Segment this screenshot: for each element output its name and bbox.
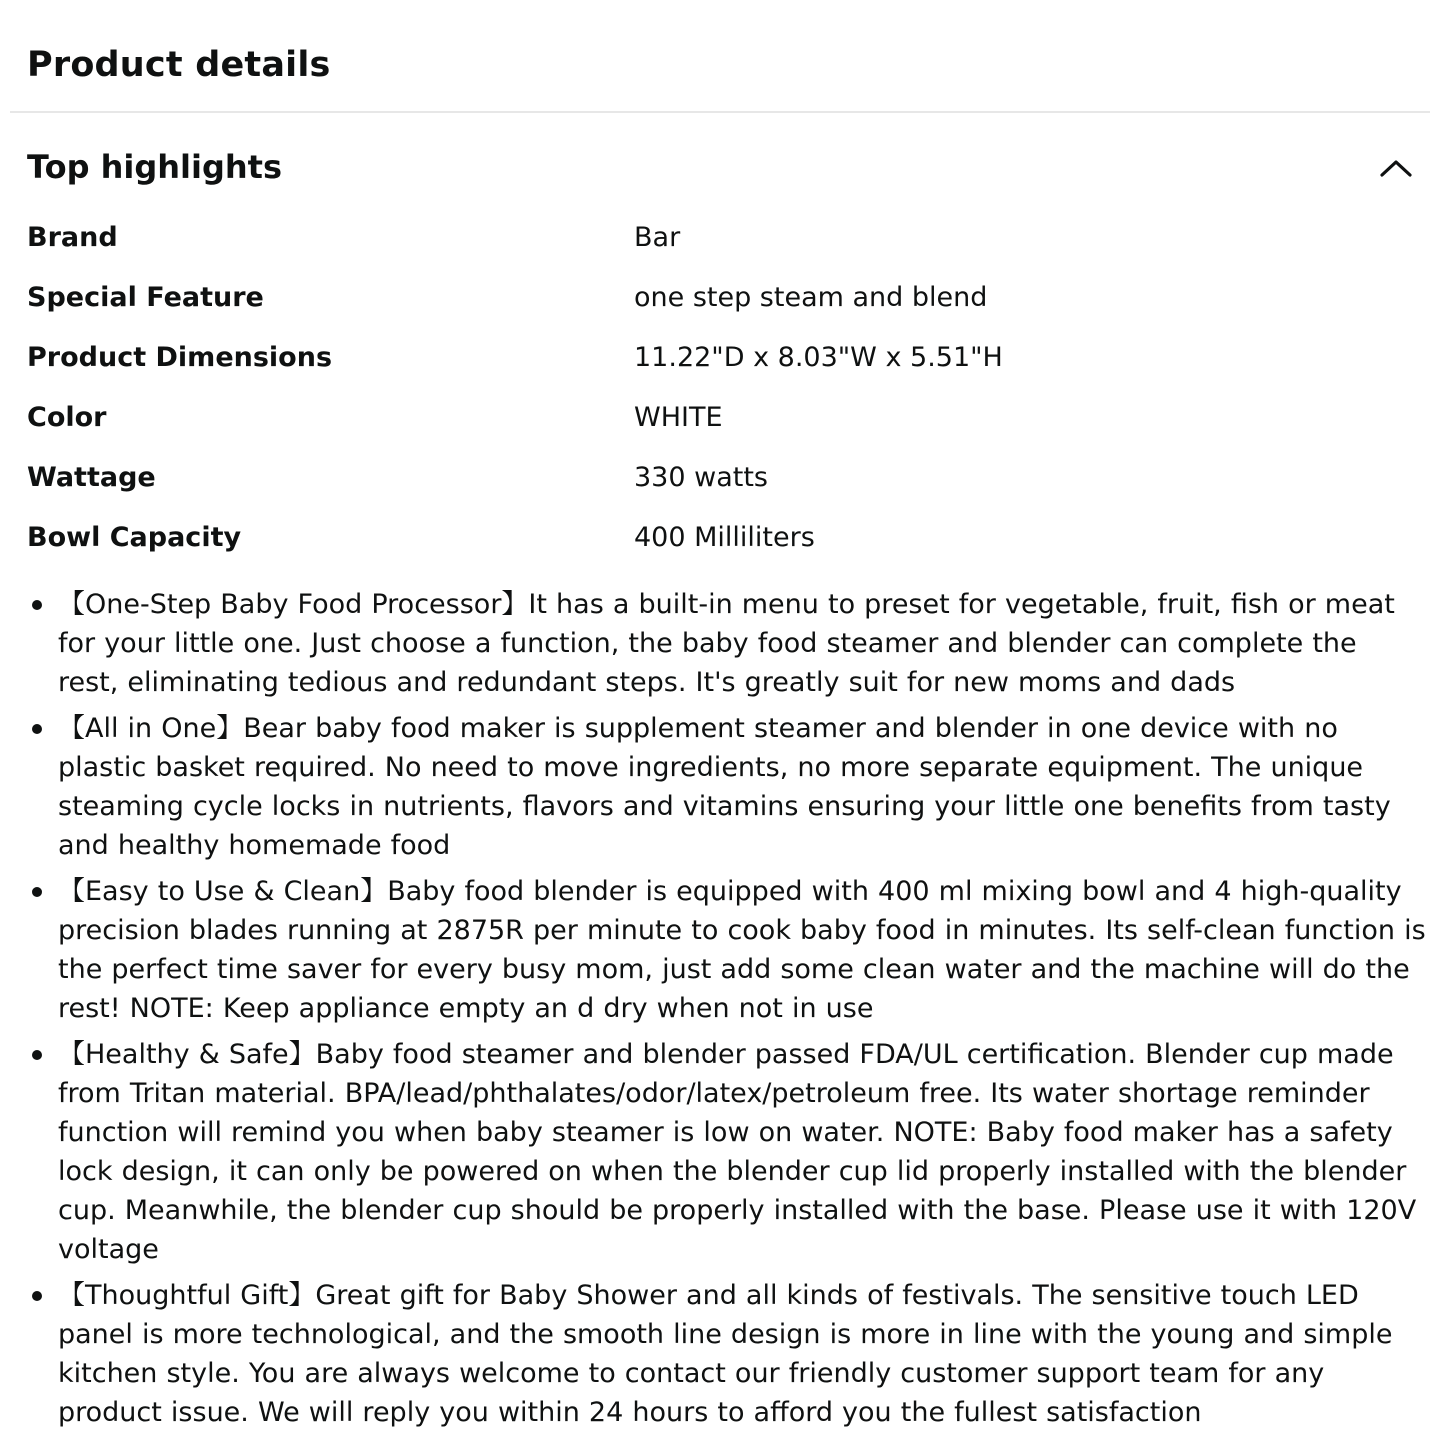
feature-bullet-text: 【Healthy & Safe】Baby food steamer and blender passed FDA/UL certification. Blender cup made from Tritan material. BPA/lead/phthalates/odor/latex/petroleum free. Its water shortage reminder function will remind you when baby steamer is low on water. NOTE: Baby food maker has a safety lock design, it can only be powered on when the blender cup lid properly installed with the blender cup. Meanwhile, the blender cup should be properly installed with the base. Please use it with 120V voltage <box>58 1039 1417 1265</box>
bullet-dot <box>32 724 42 734</box>
spec-label: Wattage <box>27 462 156 493</box>
spec-value: Bar <box>634 222 681 253</box>
feature-bullet <box>0 1276 1440 1432</box>
feature-bullet-text: 【All in One】Bear baby food maker is supplement steamer and blender in one device with no plastic basket required. No need to move ingredients, no more separate equipment. The unique steaming cycle locks in nutrients, flavors and vitamins ensuring your little one benefits from tasty and healthy homemade food <box>58 713 1391 861</box>
spec-value: WHITE <box>634 402 723 433</box>
feature-bullet-text: 【Thoughtful Gift】Great gift for Baby Shower and all kinds of festivals. The sensitive touch LED panel is more technological, and the smooth line design is more in line with the young and simple kitchen style. You are always welcome to contact our friendly customer support team for any product issue. We will reply you within 24 hours to afford you the fullest satisfaction <box>58 1280 1393 1428</box>
bullet-dot <box>32 600 42 610</box>
feature-bullet-text: 【Easy to Use & Clean】Baby food blender is equipped with 400 ml mixing bowl and 4 high-quality precision blades running at 2875R per minute to cook baby food in minutes. Its self-clean function is the perfect time saver for every busy mom, just add some clean water and the machine will do the rest! NOTE: Keep appliance empty an d dry when not in use <box>58 876 1426 1024</box>
chevron-up-icon <box>1379 158 1413 178</box>
spec-table <box>27 208 1417 568</box>
feature-bullet <box>0 709 1440 865</box>
spec-row-wattage <box>27 448 1417 508</box>
spec-value: 330 watts <box>634 462 768 493</box>
spec-value: one step steam and blend <box>634 282 988 313</box>
spec-row-color <box>27 388 1417 448</box>
spec-label: Brand <box>27 222 118 253</box>
spec-row-bowl-capacity <box>27 508 1417 568</box>
spec-label: Bowl Capacity <box>27 522 242 553</box>
feature-bullet <box>0 1035 1440 1269</box>
spec-row-brand <box>27 208 1417 268</box>
spec-value: 11.22"D x 8.03"W x 5.51"H <box>634 342 1003 373</box>
spec-label: Special Feature <box>27 282 264 313</box>
feature-bullet <box>0 585 1440 702</box>
spec-row-special-feature <box>27 268 1417 328</box>
feature-bullet-list <box>0 585 1440 1439</box>
section-divider <box>10 111 1430 113</box>
bullet-dot <box>32 1050 42 1060</box>
spec-label: Product Dimensions <box>27 342 333 373</box>
page-title: Product details <box>27 45 331 85</box>
spec-label: Color <box>27 402 107 433</box>
feature-bullet-text: 【One-Step Baby Food Processor】It has a built-in menu to preset for vegetable, fruit, fish or meat for your little one. Just choose a function, the baby food steamer and blender can complete the rest, eliminating tedious and redundant steps. It's greatly suit for new moms and dads <box>58 589 1395 698</box>
collapse-toggle-button[interactable] <box>1374 148 1418 188</box>
bullet-dot <box>32 1291 42 1301</box>
feature-bullet <box>0 872 1440 1028</box>
bullet-dot <box>32 887 42 897</box>
spec-row-product-dimensions <box>27 328 1417 388</box>
top-highlights-header[interactable] <box>0 140 1440 196</box>
section-title: Top highlights <box>27 148 283 186</box>
spec-value: 400 Milliliters <box>634 522 815 553</box>
